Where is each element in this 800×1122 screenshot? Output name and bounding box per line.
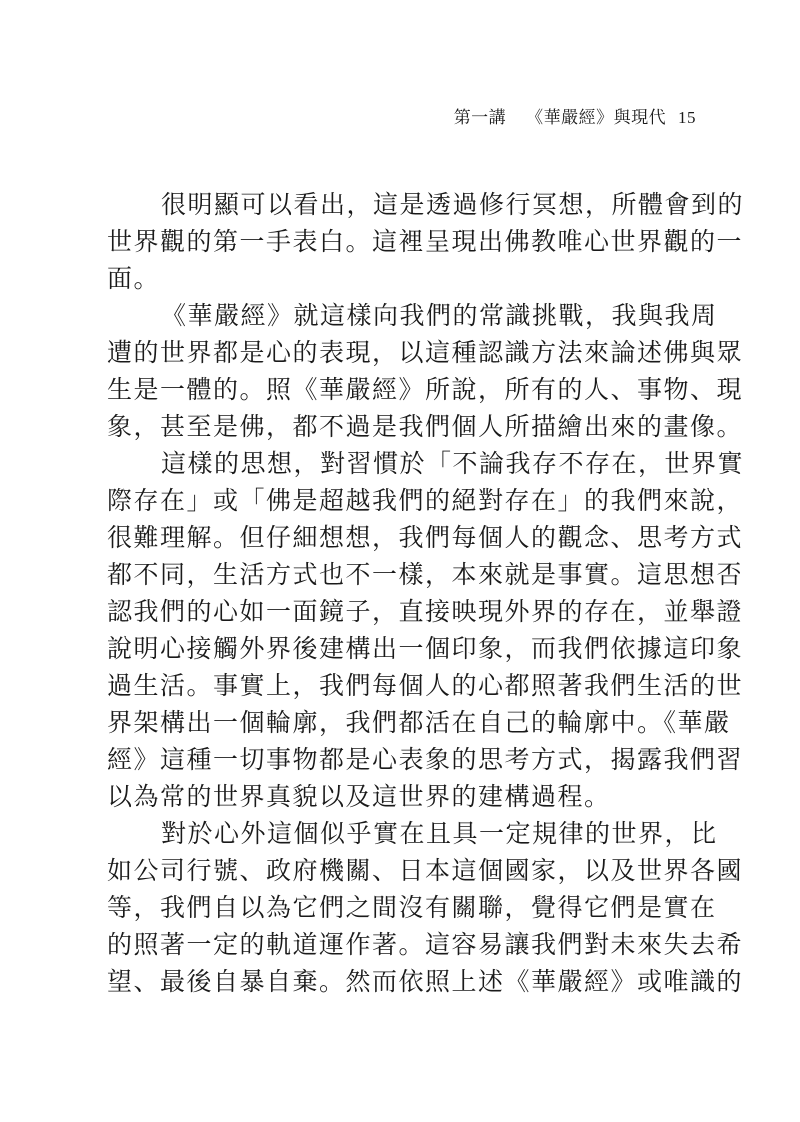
paragraph-1 bbox=[107, 186, 745, 297]
text-line: 際存在」或「佛是超越我們的絕對存在」的我們來說， bbox=[107, 486, 744, 515]
chapter-label: 第一講 bbox=[453, 108, 507, 128]
paragraph-2 bbox=[107, 297, 744, 445]
text-line: 說明心接觸外界後建構出一個印象，而我們依據這印象 bbox=[107, 634, 744, 663]
text-line: 認我們的心如一面鏡子，直接映現外界的存在，並舉證 bbox=[107, 597, 744, 626]
text-line: 對於心外這個似乎實在且具一定規律的世界，比 bbox=[161, 819, 718, 848]
text-line: 這樣的思想，對習慣於「不論我存不存在，世界實 bbox=[161, 449, 745, 478]
text-line: 如公司行號、政府機關、日本這個國家，以及世界各國 bbox=[107, 856, 744, 885]
body-text bbox=[107, 186, 745, 1000]
text-line: 以為常的世界真貌以及這世界的建構過程。 bbox=[107, 782, 611, 811]
text-line: 的照著一定的軌道運作著。這容易讓我們對未來失去希 bbox=[107, 930, 744, 959]
text-line: 面。 bbox=[107, 264, 161, 293]
paragraph-4 bbox=[107, 815, 744, 1000]
text-line: 《華嚴經》就這樣向我們的常識挑戰，我與我周 bbox=[161, 301, 718, 330]
text-line: 生是一體的。照《華嚴經》所說，所有的人、事物、現 bbox=[107, 375, 744, 404]
text-line: 望、最後自暴自棄。然而依照上述《華嚴經》或唯識的 bbox=[107, 967, 744, 996]
page-number: 15 bbox=[678, 108, 696, 127]
paragraph-3 bbox=[107, 445, 745, 815]
text-line: 很明顯可以看出，這是透過修行冥想，所體會到的 bbox=[161, 190, 745, 219]
text-line: 世界觀的第一手表白。這裡呈現出佛教唯心世界觀的一 bbox=[107, 227, 744, 256]
text-line: 都不同，生活方式也不一樣，本來就是事實。這思想否 bbox=[107, 560, 744, 589]
text-line: 界架構出一個輪廓，我們都活在自己的輪廓中。《華嚴 bbox=[107, 708, 731, 737]
text-line: 過生活。事實上，我們每個人的心都照著我們生活的世 bbox=[107, 671, 744, 700]
text-line: 遭的世界都是心的表現，以這種認識方法來論述佛與眾 bbox=[107, 338, 744, 367]
running-header bbox=[454, 107, 696, 129]
chapter-title: 《華嚴經》與現代 bbox=[526, 108, 667, 128]
text-line: 等，我們自以為它們之間沒有關聯，覺得它們是實在 bbox=[107, 893, 717, 922]
text-line: 很難理解。但仔細想想，我們每個人的觀念、思考方式 bbox=[107, 523, 744, 552]
text-line: 象，甚至是佛，都不過是我們個人所描繪出來的畫像。 bbox=[107, 412, 744, 441]
text-line: 經》這種一切事物都是心表象的思考方式，揭露我們習 bbox=[107, 745, 744, 774]
